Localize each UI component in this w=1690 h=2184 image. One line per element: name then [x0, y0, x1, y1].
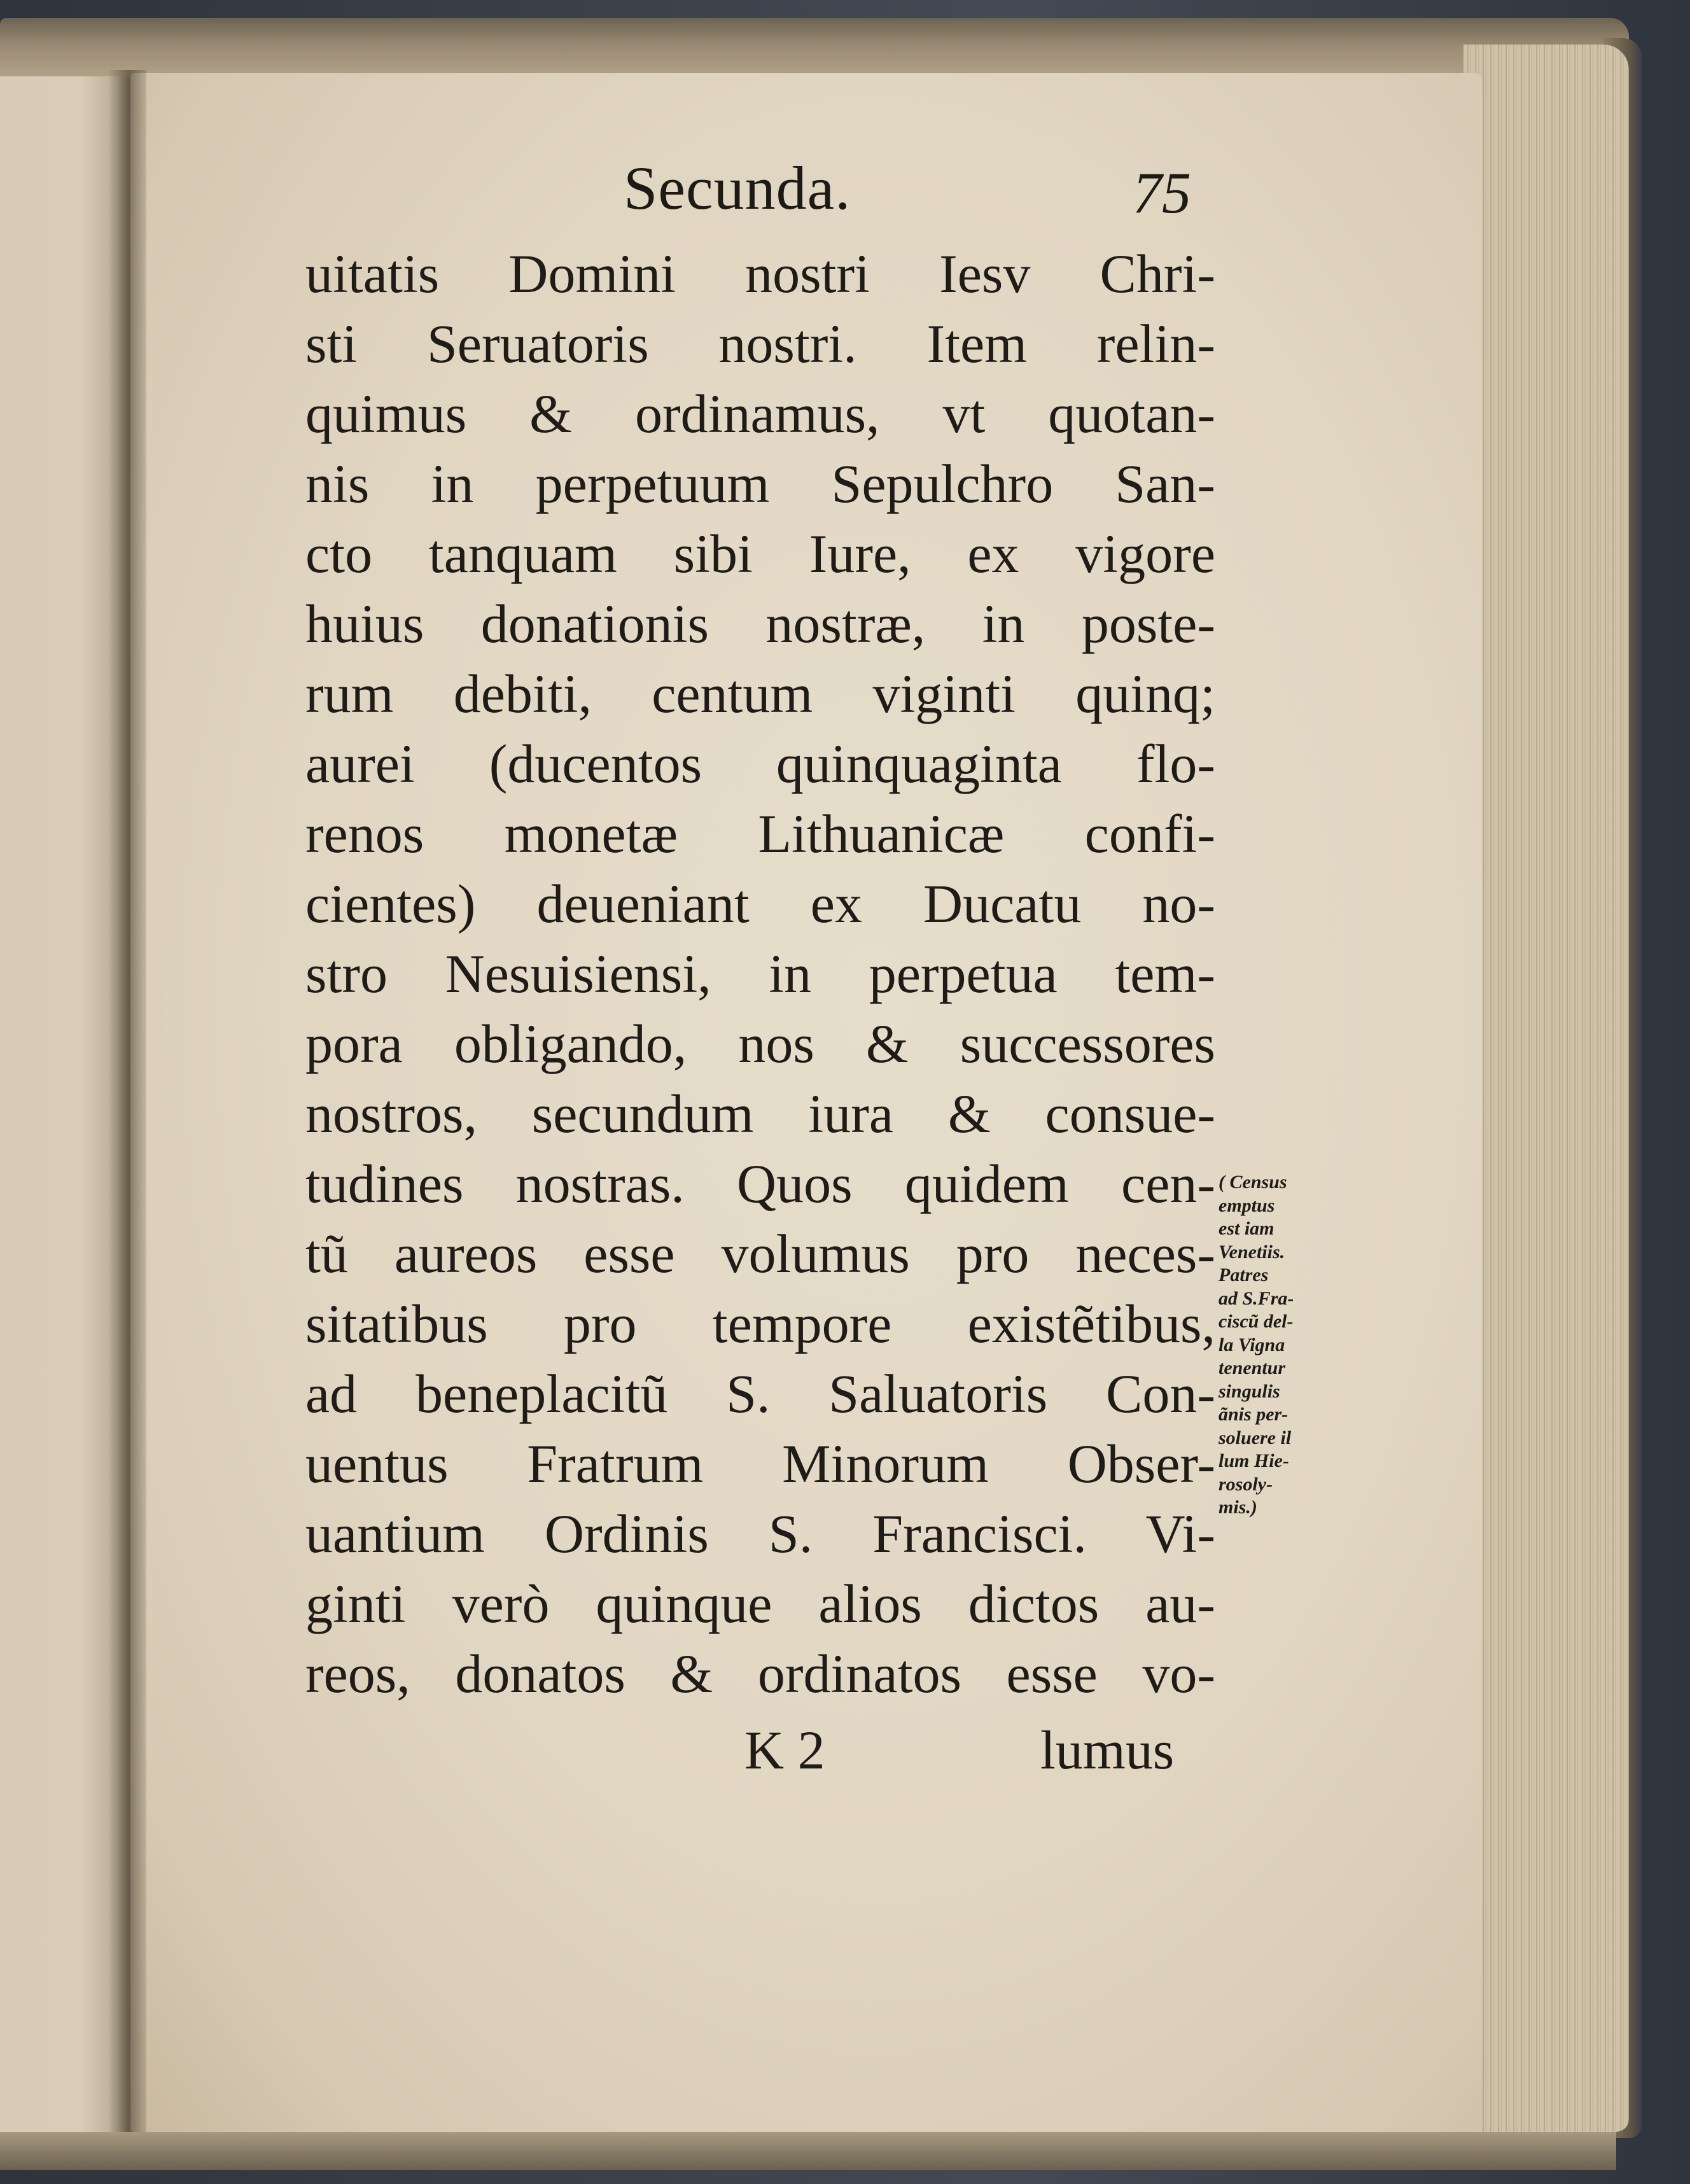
text-line: tudines nostras. Quos quidem cen-	[305, 1153, 1215, 1214]
marginal-note-line: mis.)	[1219, 1497, 1257, 1518]
text-line: uantium Ordinis S. Francisci. Vi-	[305, 1503, 1215, 1564]
book-bottom-edge	[0, 2132, 1616, 2170]
page-number: 75	[1133, 160, 1191, 225]
gutter-shadow	[108, 70, 146, 2138]
text-line: cientes) deueniant ex Ducatu no-	[305, 873, 1215, 934]
page-edges	[1463, 45, 1629, 2132]
marginal-note-line: ad S.Fra-	[1219, 1287, 1294, 1309]
marginal-note-line: est iam	[1219, 1218, 1274, 1239]
text-line: tũ aureos esse volumus pro neces-	[305, 1223, 1215, 1284]
text-line: rum debiti, centum viginti quinq;	[305, 663, 1215, 724]
marginal-note-line: la Vigna	[1219, 1334, 1285, 1355]
marginal-note-line: ( Census	[1219, 1172, 1287, 1193]
text-line: stro Nesuisiensi, in perpetua tem-	[305, 943, 1215, 1004]
text-line: pora obligando, nos & successores	[305, 1013, 1215, 1074]
marginal-note-line: emptus	[1219, 1194, 1275, 1216]
marginal-note-line: singulis	[1219, 1380, 1280, 1402]
marginal-note-line: soluere il	[1219, 1427, 1292, 1448]
text-line: huius donationis nostræ, in poste-	[305, 593, 1215, 654]
text-line: cto tanquam sibi Iure, ex vigore	[305, 523, 1215, 584]
text-line: quimus & ordinamus, vt quotan-	[305, 383, 1215, 444]
text-line: uitatis Domini nostri Iesv Chri-	[305, 243, 1215, 304]
marginal-note	[1219, 1171, 1346, 1520]
text-line: aurei (ducentos quinquaginta flo-	[305, 733, 1215, 794]
text-line: ginti verò quinque alios dictos au-	[305, 1573, 1215, 1634]
text-line: renos monetæ Lithuanicæ confi-	[305, 803, 1215, 864]
text-line: sitatibus pro tempore existẽtibus,	[305, 1293, 1215, 1354]
text-line: uentus Fratrum Minorum Obser-	[305, 1433, 1215, 1494]
text-line: nostros, secundum iura & consue-	[305, 1083, 1215, 1144]
marginal-note-line: Patres	[1219, 1264, 1269, 1285]
running-head: Secunda.	[624, 154, 851, 222]
marginal-note-line: lum Hie-	[1219, 1450, 1289, 1471]
text-line: ad beneplacitũ S. Saluatoris Con-	[305, 1363, 1215, 1424]
text-line: nis in perpetuum Sepulchro San-	[305, 453, 1215, 514]
marginal-note-line: ciscũ del-	[1219, 1311, 1294, 1332]
text-line: reos, donatos & ordinatos esse vo-	[305, 1643, 1215, 1704]
marginal-note-line: ãnis per-	[1219, 1404, 1288, 1425]
marginal-note-line: rosoly-	[1219, 1473, 1273, 1495]
text-line: sti Seruatoris nostri. Item relin-	[305, 313, 1215, 374]
marginal-note-line: Venetiis.	[1219, 1241, 1285, 1263]
catchword: lumus	[1040, 1719, 1175, 1781]
marginal-note-line: tenentur	[1219, 1357, 1286, 1378]
signature-mark: K 2	[744, 1719, 825, 1781]
